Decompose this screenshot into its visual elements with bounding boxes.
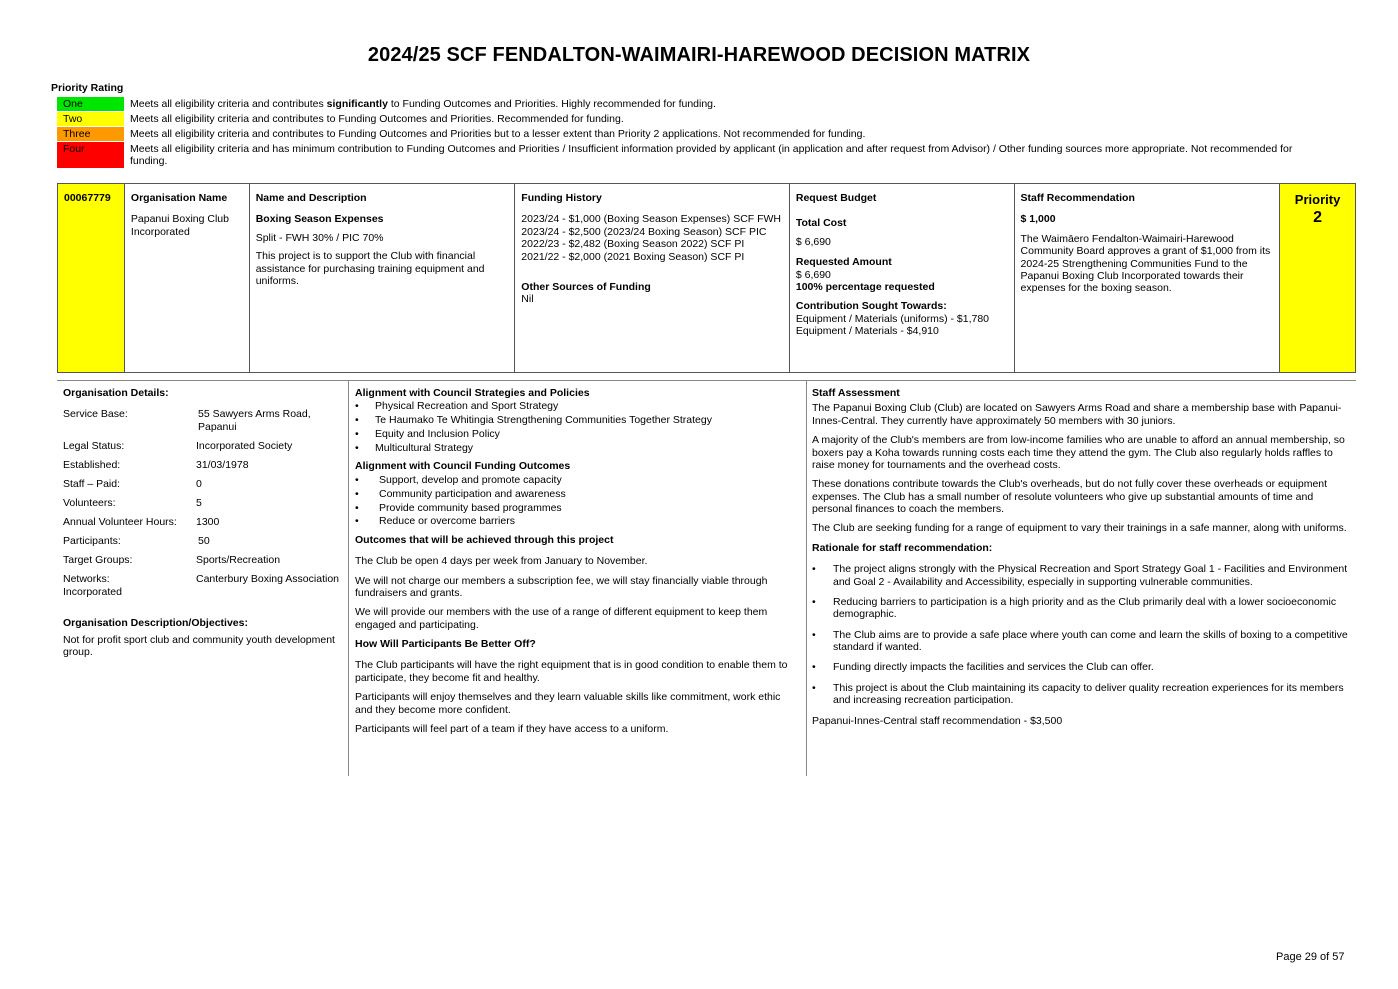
staff-assessment-section [812, 387, 1352, 727]
detail-value: Incorporated Society [196, 440, 293, 453]
staff-paragraph: The Papanui Boxing Club (Club) are located on Sawyers Arms Road and share a membership base with Papanui-Innes-Central. They currently have approximately 50 members with 30 juniors. [812, 402, 1342, 427]
organisation-details-heading: Organisation Details: [63, 387, 169, 399]
list-item: • This project is about the Club maintaining its capacity to deliver quality recreation experiences for its members and increasing recreation participation. [812, 682, 1352, 707]
detail-row-networks [63, 573, 347, 617]
list-item: • The Club aims are to provide a safe place where youth can come and learn the skills of boxing to a competitive standard if wanted. [812, 629, 1352, 654]
detail-row-participants [63, 535, 347, 554]
total-cost-value: $ 6,690 [795, 235, 831, 248]
staff-recommendation-text: The Waimāero Fendalton-Waimairi-Harewood Community Board approves a grant of $1,000 from its 2024-25 Strengthening Communities Fund to the Papanui Boxing Club Incorporated towards their expenses for the boxing season. [1020, 232, 1271, 295]
total-cost-label: Total Cost [795, 217, 847, 230]
strategies-heading: Alignment with Council Strategies and Policies [355, 387, 590, 399]
application-table [57, 183, 1356, 373]
organisation-cell [125, 184, 250, 372]
detail-value: 5 [196, 497, 202, 510]
priority-desc-four: Meets all eligibility criteria and has minimum contribution to Funding Outcomes and Priorities / Insufficient information provided by applicant (in application and after request from Advisor) / Other funding sources more appropriate. Not recommended for funding. [130, 143, 1293, 168]
achieved-heading: Outcomes that will be achieved through this project [355, 533, 614, 546]
detail-value: 50 [198, 535, 210, 548]
funding-history-item: 2023/24 - $1,000 (Boxing Season Expenses) SCF FWH [521, 213, 782, 226]
funding-history-header: Funding History [521, 192, 602, 204]
organisation-header: Organisation Name [130, 192, 228, 204]
achieved-item: The Club be open 4 days per week from January to November. [355, 555, 648, 568]
organisation-details [63, 387, 347, 659]
project-name: Boxing Season Expenses [255, 213, 384, 226]
priority-cell [1280, 184, 1355, 372]
priority-desc-one-pre: Meets all eligibility criteria and contributes [130, 98, 327, 110]
funding-history-item: 2022/23 - $2,482 (Boxing Season 2022) SCF PI [521, 238, 745, 251]
list-item: • Community participation and awareness [355, 488, 795, 500]
page-title: 2024/25 SCF FENDALTON-WAIMAIRI-HAREWOOD DECISION MATRIX [367, 44, 1031, 66]
detail-label: Target Groups: [63, 554, 133, 567]
achieved-item: We will provide our members with the use of a range of different equipment to keep them engaged and participating. [355, 606, 768, 631]
funding-history-cell [515, 184, 790, 372]
staff-recommendation-header: Staff Recommendation [1020, 192, 1135, 204]
strategies-list [355, 400, 795, 454]
priority-swatch-two: Two [57, 112, 124, 126]
detail-label: Service Base: [63, 408, 128, 421]
priority-swatch-four: Four [57, 142, 124, 168]
list-item: • Reduce or overcome barriers [355, 515, 795, 527]
list-item: • Physical Recreation and Sport Strategy [355, 400, 795, 412]
priority-desc-one-post: to Funding Outcomes and Priorities. Highly recommended for funding. [387, 98, 716, 110]
name-description-header: Name and Description [255, 192, 367, 204]
rationale-heading: Rationale for staff recommendation: [812, 541, 993, 554]
requested-amount-value: $ 6,690 [795, 268, 831, 281]
contribution-label: Contribution Sought Towards: [795, 300, 947, 313]
staff-recommendation-amount: $ 1,000 [1020, 213, 1056, 226]
list-item: • The project aligns strongly with the Physical Recreation and Sport Strategy Goal 1 - Facilities and Environment and Goal 2 - Availability and Accessibility, especially in supporting vulnerable communities. [812, 563, 1352, 588]
percentage-requested: 100% percentage requested [795, 280, 935, 293]
list-item: • Reducing barriers to participation is a high priority and as the Club primarily deal with a lower socioeconomic demographic. [812, 596, 1352, 621]
section-divider [57, 380, 1356, 381]
priority-desc-one-bold: significantly [326, 98, 388, 110]
priority-swatch-one: One [57, 97, 124, 111]
detail-label: Participants: [63, 535, 121, 548]
better-off-item: Participants will enjoy themselves and they learn valuable skills like commitment, work ethic and they become more confident. [355, 691, 781, 716]
detail-value: 55 Sawyers Arms Road, Papanui [198, 408, 311, 433]
list-item: • Support, develop and promote capacity [355, 474, 795, 486]
detail-label: Annual Volunteer Hours: [63, 516, 177, 529]
detail-row-service-base [63, 408, 347, 440]
detail-row-volunteer-hours [63, 516, 347, 535]
list-item: • Te Haumako Te Whitingia Strengthening Communities Together Strategy [355, 414, 795, 426]
detail-label: Volunteers: [63, 497, 116, 510]
detail-label: Legal Status: [63, 440, 125, 453]
column-divider [348, 380, 349, 776]
list-item: • Funding directly impacts the facilities and services the Club can offer. [812, 661, 1352, 673]
staff-recommendation-cell [1015, 184, 1281, 372]
priority-desc-three: Meets all eligibility criteria and contributes to Funding Outcomes and Priorities but to a lesser extent than Priority 2 applications. Not recommended for funding. [130, 128, 866, 140]
list-item: • Provide community based programmes [355, 502, 795, 514]
funding-history-item: 2021/22 - $2,000 (2021 Boxing Season) SCF PI [521, 250, 745, 263]
list-item: • Equity and Inclusion Policy [355, 428, 795, 440]
priority-rating-heading: Priority Rating [51, 82, 124, 94]
detail-value: 31/03/1978 [196, 459, 249, 472]
application-id-cell [58, 184, 125, 372]
priority-desc-one [130, 98, 1320, 110]
project-split: Split - FWH 30% / PIC 70% [255, 231, 384, 244]
staff-paragraph: The Club are seeking funding for a range of equipment to vary their trainings in a safe manner, along with uniforms. [812, 522, 1347, 535]
priority-swatch-three: Three [57, 127, 124, 141]
detail-value: Sports/Recreation [196, 554, 281, 567]
detail-label: Networks: [63, 573, 110, 586]
staff-paragraph: A majority of the Club's members are from low-income families who are unable to afford an annual membership, so boxers pay a Koha towards running costs each time they attend the gym. The Club also regularly holds raffles to raise money for tournaments and the overhead costs. [812, 434, 1345, 471]
alignment-section [355, 387, 795, 735]
better-off-item: The Club participants will have the right equipment that is in good condition to enable them to participate, they become fit and healthy. [355, 659, 788, 684]
achieved-item: We will not charge our members a subscription fee, we will stay financially viable through fundraisers and grants. [355, 574, 768, 599]
application-id: 00067779 [64, 192, 111, 204]
staff-paragraph: These donations contribute towards the Club's overheads, but do not fully cover these overheads or equipment expenses. The Club has a small number of resolute volunteers who give up substantial amounts of time and personal finances to coach the members. [812, 478, 1328, 515]
other-sources-value: Nil [521, 293, 534, 306]
requested-amount-label: Requested Amount [795, 256, 892, 269]
name-description-cell [250, 184, 516, 372]
objectives-text: Not for profit sport club and community youth development group. [63, 633, 335, 659]
outcomes-heading: Alignment with Council Funding Outcomes [355, 460, 571, 473]
column-divider [806, 380, 807, 776]
staff-assessment-heading: Staff Assessment [812, 387, 900, 399]
contribution-item: Equipment / Materials (uniforms) - $1,780 [795, 312, 990, 325]
detail-row-staff-paid [63, 478, 347, 497]
priority-desc-two: Meets all eligibility criteria and contributes to Funding Outcomes and Priorities. Recommended for funding. [130, 113, 624, 125]
other-sources-label: Other Sources of Funding [521, 280, 651, 293]
better-off-heading: How Will Participants Be Better Off? [355, 638, 536, 650]
detail-value: 0 [196, 478, 202, 491]
detail-row-legal-status [63, 440, 347, 459]
detail-row-established [63, 459, 347, 478]
objectives-heading: Organisation Description/Objectives: [63, 617, 248, 630]
request-budget-cell [790, 184, 1015, 372]
request-budget-header: Request Budget [795, 192, 877, 204]
funding-history-item: 2023/24 - $2,500 (2023/24 Boxing Season) SCF PIC [521, 225, 767, 238]
detail-value: 1300 [196, 516, 220, 529]
detail-label: Established: [63, 459, 121, 472]
priority-value: 2 [1313, 209, 1322, 227]
detail-row-target-groups [63, 554, 347, 573]
detail-value: Canterbury Boxing Association Incorporated [63, 573, 339, 598]
outcomes-list [355, 474, 795, 528]
list-item: • Multicultural Strategy [355, 442, 795, 454]
detail-row-volunteers [63, 497, 347, 516]
page-number: Page 29 of 57 [1276, 951, 1345, 963]
detail-label: Staff – Paid: [63, 478, 121, 491]
better-off-item: Participants will feel part of a team if they have access to a uniform. [355, 722, 669, 735]
project-description: This project is to support the Club with financial assistance for purchasing training equipment and uniforms. [255, 250, 485, 287]
other-staff-recommendation: Papanui-Innes-Central staff recommendation - $3,500 [812, 714, 1063, 727]
organisation-name: Papanui Boxing Club Incorporated [130, 213, 229, 238]
rationale-list [812, 563, 1352, 706]
priority-label: Priority [1294, 192, 1341, 207]
contribution-item: Equipment / Materials - $4,910 [795, 325, 939, 337]
